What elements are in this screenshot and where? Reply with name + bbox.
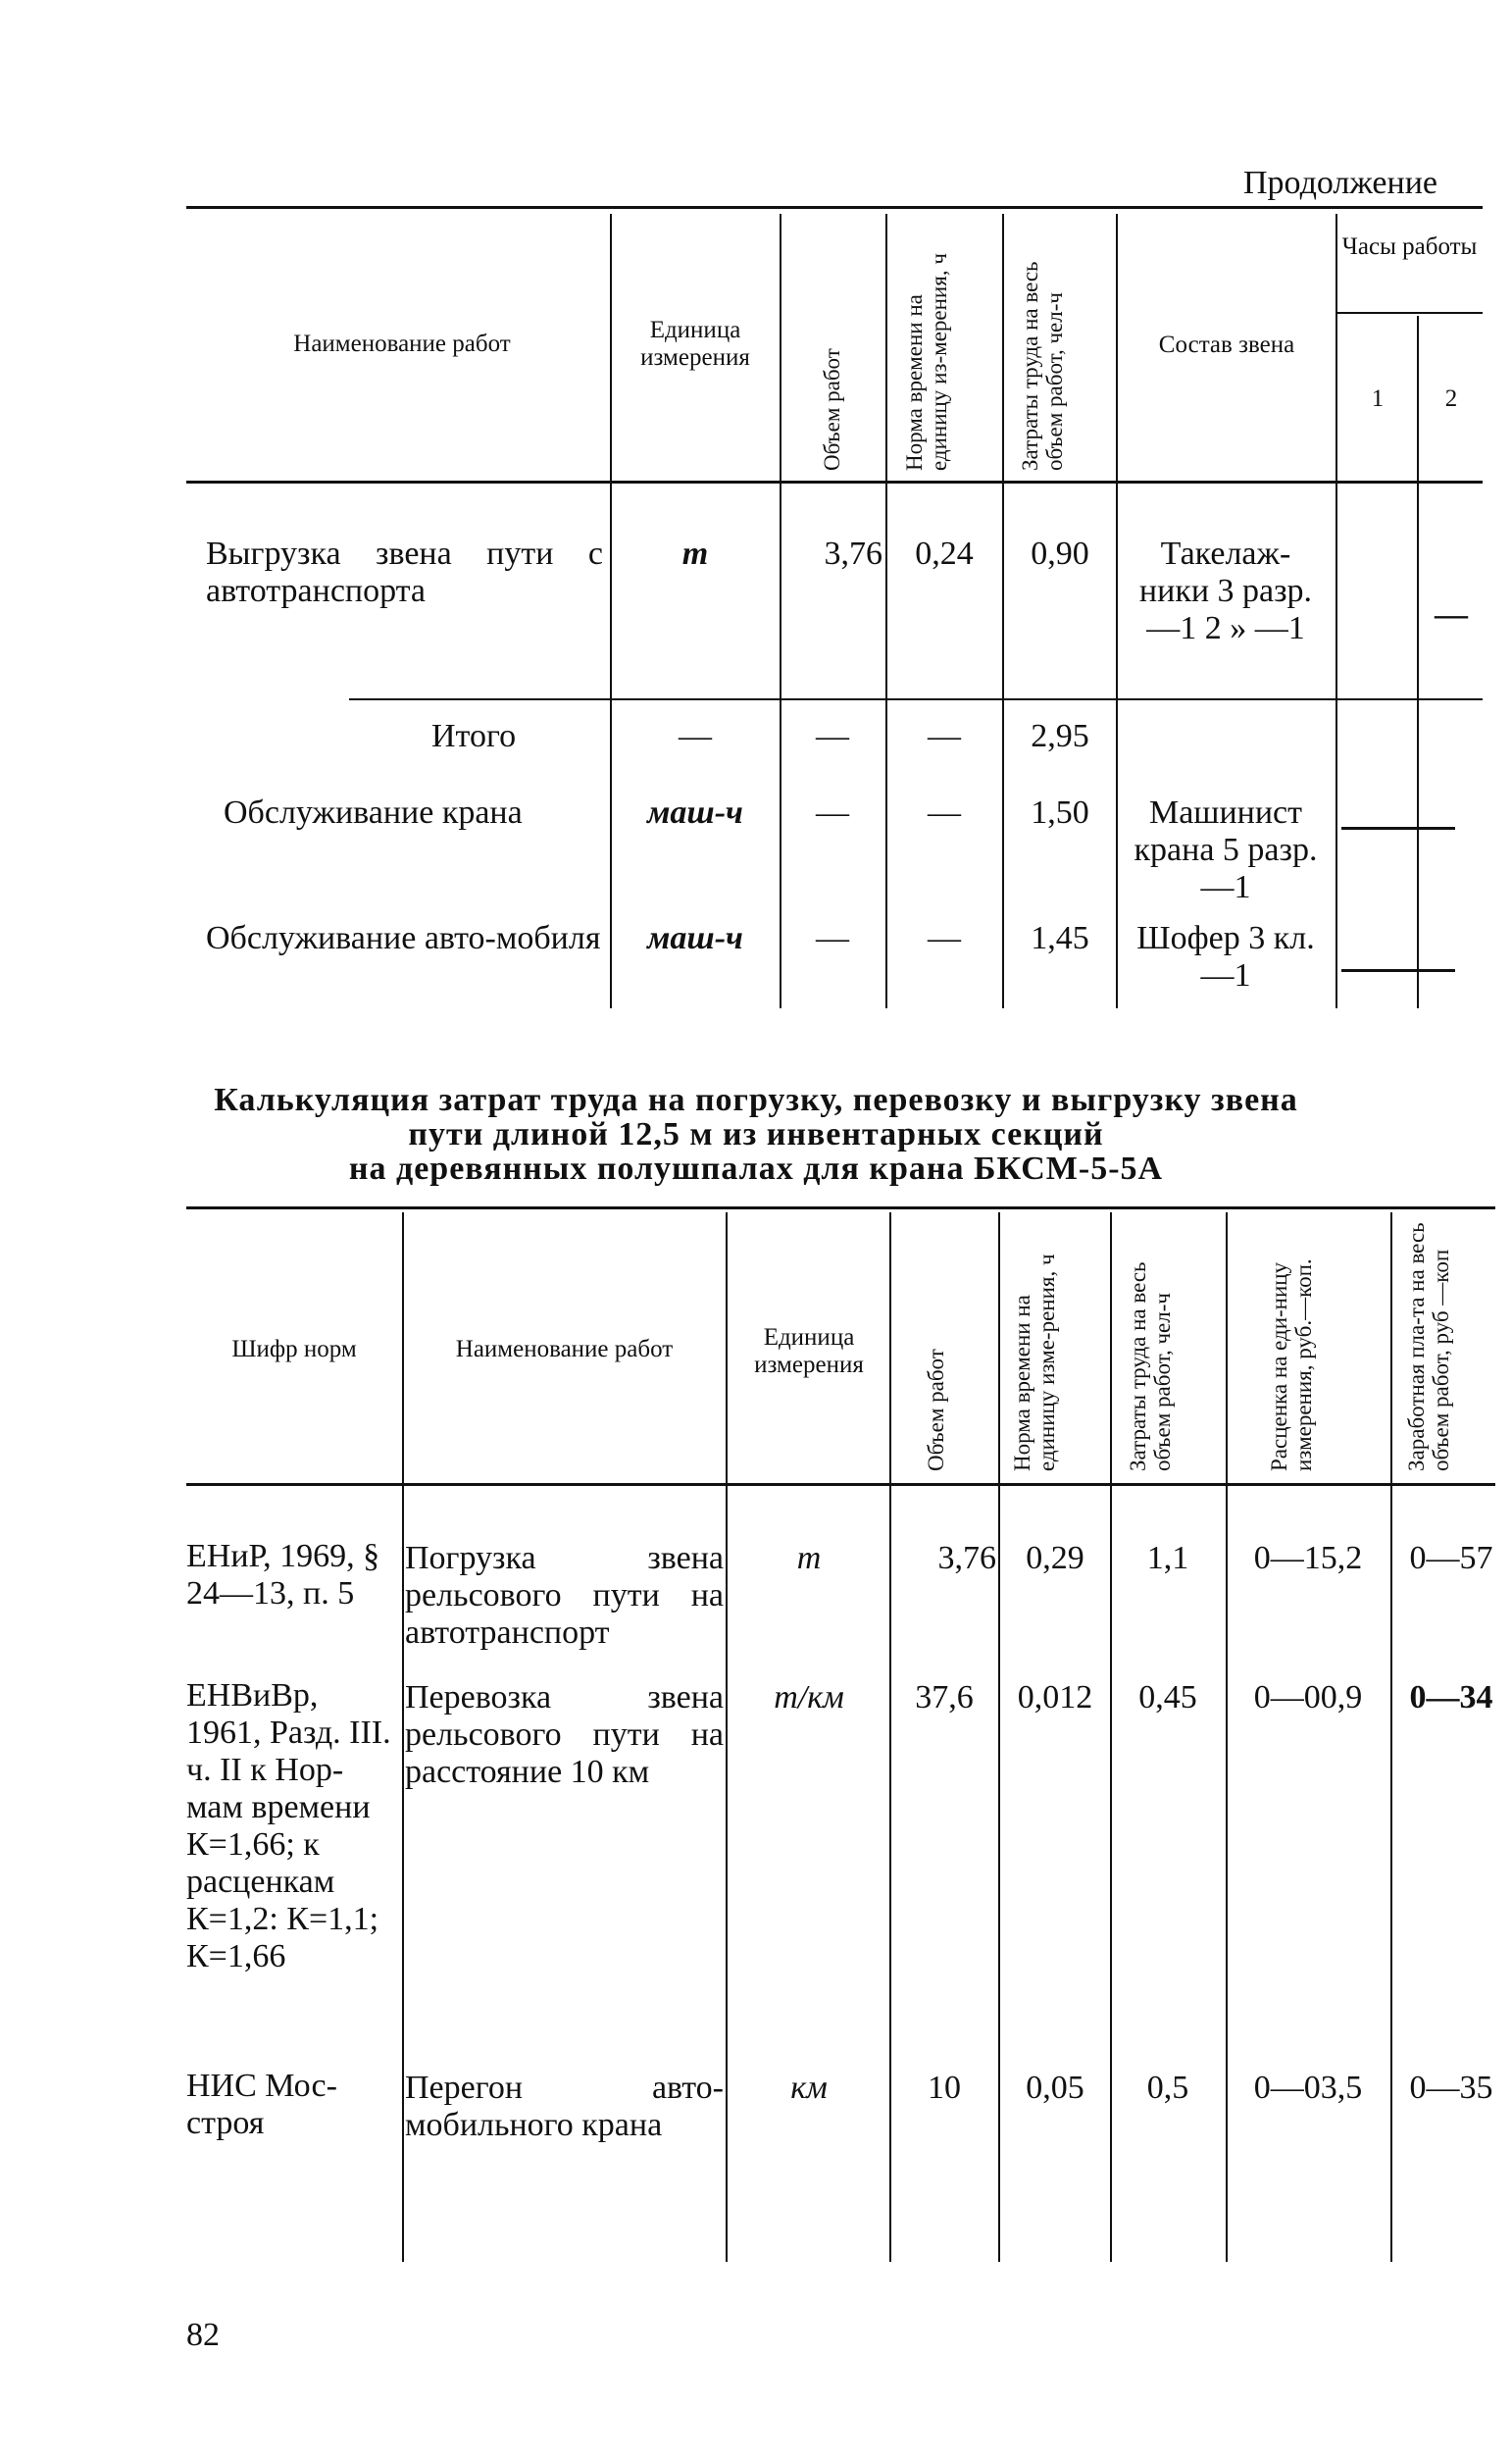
dash-line <box>1341 827 1455 830</box>
table1-header-hours: Часы работы <box>1341 233 1478 260</box>
table2-header-wage: Заработная пла-та на весь объем работ, руб —коп <box>1404 1222 1453 1471</box>
table1-hours-rule <box>1336 312 1483 314</box>
cell-volume: 3,76 <box>937 1540 996 1576</box>
cell-unit: маш-ч <box>647 920 743 956</box>
cell-unit: — <box>679 718 712 754</box>
continuation-label: Продолжение <box>1243 165 1438 201</box>
cell-volume: — <box>816 794 849 831</box>
table1-header-rule <box>186 481 1483 484</box>
cell-volume: 3,76 <box>824 536 882 572</box>
cell-wage: 0—34 <box>1409 1679 1493 1715</box>
table2-vrule <box>889 1212 891 2262</box>
cell-labor: 1,45 <box>1031 920 1089 956</box>
page-number: 82 <box>186 2317 220 2353</box>
table2-vrule <box>402 1212 404 2262</box>
cell-labor: 0,45 <box>1138 1679 1197 1715</box>
cell-norm: — <box>928 920 961 956</box>
cell-code: ЕНВиВр, 1961, Разд. III. ч. II к Нор-мам времени К=1,66; к расценкам К=1,2: К=1,1; К=1,66 <box>186 1677 391 1974</box>
table2-vrule <box>1390 1212 1392 2262</box>
cell-crew: Машинист крана 5 разр. —1 <box>1134 794 1318 905</box>
cell-name: Обслуживание крана <box>224 794 523 831</box>
dash-line <box>1341 969 1455 972</box>
table2-header-rule <box>186 1483 1495 1486</box>
calc-title-line2: пути длиной 12,5 м из инвентарных секций <box>408 1116 1104 1152</box>
table2-vrule <box>1110 1212 1112 2262</box>
table1-header-norm: Норма времени на единицу из-мерения, ч <box>902 253 951 471</box>
cell-labor: 0,5 <box>1146 2070 1189 2106</box>
table1-vrule <box>1336 214 1337 1008</box>
cell-rate: 0—00,9 <box>1253 1679 1363 1715</box>
cell-labor: 1,50 <box>1031 794 1089 831</box>
cell-name: Перегон авто-мобильного крана <box>405 2070 724 2143</box>
cell-norm: — <box>928 794 961 831</box>
cell-unit: км <box>790 2070 828 2106</box>
cell-rate: 0—03,5 <box>1253 2070 1363 2106</box>
table2-top-rule <box>186 1206 1495 1209</box>
table2-header-unit: Единица измерения <box>754 1324 864 1378</box>
table2-vrule <box>726 1212 728 2262</box>
cell-h2: — <box>1435 596 1468 633</box>
cell-crew: Такелаж-ники 3 разр. —1 2 » —1 <box>1138 536 1313 646</box>
cell-crew: Шофер 3 кл. —1 <box>1136 920 1315 994</box>
cell-labor: 1,1 <box>1146 1540 1189 1576</box>
cell-volume: — <box>816 920 849 956</box>
cell-unit: т <box>681 536 709 572</box>
cell-norm: 0,24 <box>915 536 974 572</box>
table2-vrule <box>998 1212 1000 2262</box>
table1-vrule <box>780 214 781 1008</box>
cell-norm: 0,29 <box>1026 1540 1084 1576</box>
calc-title-line1: Калькуляция затрат труда на погрузку, перевозку и выгрузку звена <box>214 1082 1298 1118</box>
table1-vrule <box>885 214 887 1008</box>
cell-unit: т/км <box>774 1679 844 1715</box>
table1-header-crew: Состав звена <box>1158 332 1295 358</box>
table1-header-h1: 1 <box>1371 385 1385 412</box>
cell-name: Выгрузка звена пути с автотранспорта <box>206 536 603 609</box>
cell-volume: 10 <box>928 2070 961 2106</box>
cell-wage: 0—57 <box>1409 1540 1493 1576</box>
cell-code: НИС Мос-строя <box>186 2068 337 2141</box>
cell-norm: — <box>928 718 961 754</box>
cell-unit: маш-ч <box>647 794 743 831</box>
table1-header-labor: Затраты труда на весь объем работ, чел-ч <box>1018 261 1067 471</box>
cell-labor: 0,90 <box>1031 536 1089 572</box>
table2-header-norm: Норма времени на единицу изме-рения, ч <box>1010 1254 1059 1471</box>
cell-wage: 0—35 <box>1409 2070 1493 2106</box>
table1-vrule <box>1116 214 1118 1008</box>
table1-header-name: Наименование работ <box>293 331 511 357</box>
table1-subtotal-rule <box>349 698 1483 700</box>
cell-volume: — <box>816 718 849 754</box>
table2-header-labor: Затраты труда на весь объем работ, чел-ч <box>1126 1261 1175 1471</box>
cell-labor: 2,95 <box>1031 718 1089 754</box>
table2-header-rate: Расценка на еди-ницу измерения, руб.—коп. <box>1267 1258 1316 1471</box>
calc-title-line3: на деревянных полушпалах для крана БКСМ-5-5А <box>348 1151 1164 1187</box>
table2-header-volume: Объем работ <box>924 1349 948 1471</box>
cell-volume: 37,6 <box>915 1679 974 1715</box>
cell-norm: 0,05 <box>1026 2070 1084 2106</box>
table2-header-name: Наименование работ <box>455 1336 674 1362</box>
cell-name: Обслуживание авто-мобиля <box>206 920 601 956</box>
cell-name: Итого <box>431 718 517 754</box>
table1-header-h2: 2 <box>1444 385 1458 412</box>
table1-vrule <box>1002 214 1004 1008</box>
cell-name: Перевозка звена рельсового пути на расстояние 10 км <box>405 1679 724 1790</box>
table2-vrule <box>1226 1212 1228 2262</box>
table1-header-unit: Единица измерения <box>640 317 750 371</box>
table2-header-code: Шифр норм <box>231 1336 357 1362</box>
cell-norm: 0,012 <box>1017 1679 1093 1715</box>
table1-top-rule <box>186 206 1483 209</box>
table1-vrule <box>610 214 612 1008</box>
cell-unit: т <box>796 1540 822 1576</box>
table1-vrule <box>1417 316 1419 1008</box>
table1-header-volume: Объем работ <box>820 348 844 471</box>
cell-name: Погрузка звена рельсового пути на автотранспорт <box>405 1540 724 1651</box>
cell-code: ЕНиР, 1969, § 24—13, п. 5 <box>186 1538 380 1612</box>
cell-rate: 0—15,2 <box>1253 1540 1363 1576</box>
